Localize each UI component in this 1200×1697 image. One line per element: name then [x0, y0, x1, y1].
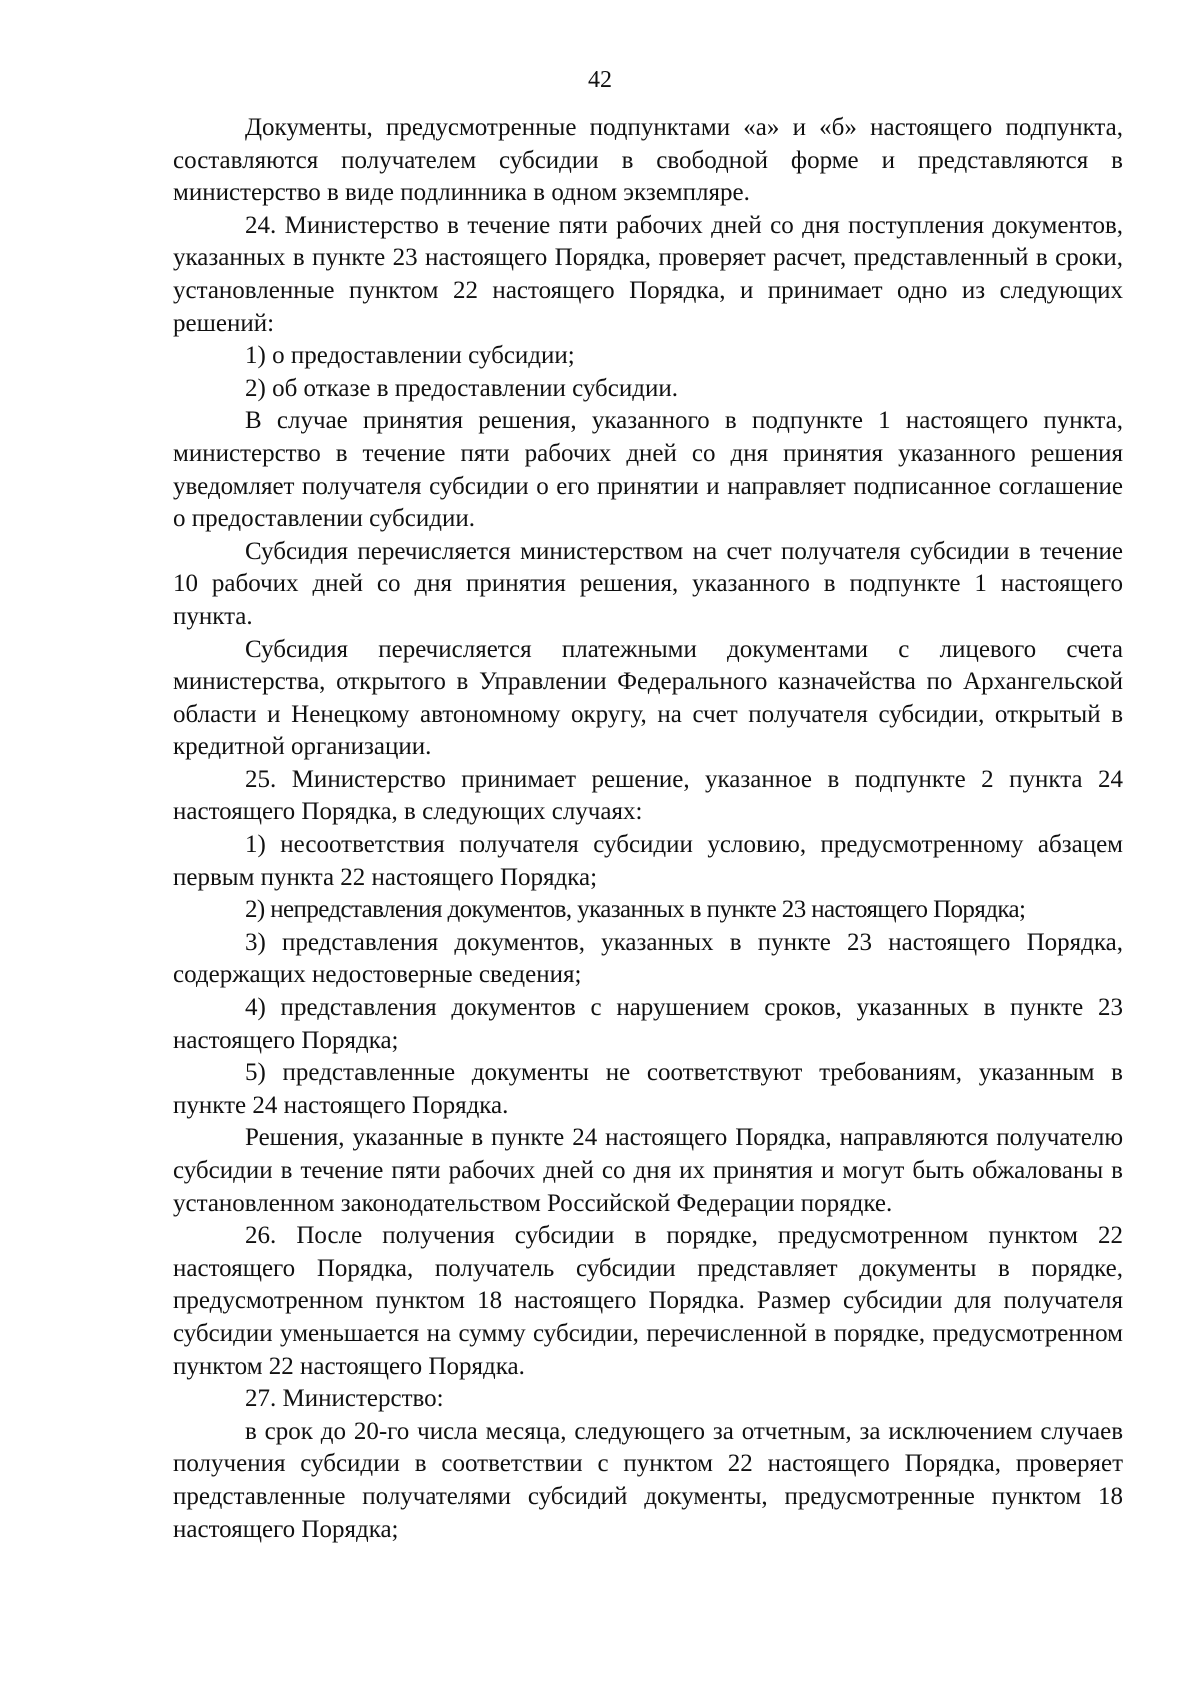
- paragraph-clause-24: 24. Министерство в течение пяти рабочих дней со дня поступления документов, указанных в пункте 23 настоящего Порядка, проверяет расчет, представленный в сроки, установленные пунктом 22 настоящего Порядка, и принимает одно из следующих решений:: [173, 211, 1123, 337]
- paragraph-clause-26: 26. После получения субсидии в порядке, предусмотренном пунктом 22 настоящего Порядка, получатель субсидии представляет документы в порядке, предусмотренном пунктом 18 настоящего Порядка. Размер субсидии для получателя субсидии уменьшается на сумму субсидии, перечисленной в порядке, предусмотренном пунктом 22 настоящего Порядка.: [173, 1222, 1123, 1380]
- paragraph-documents-form: Документы, предусмотренные подпунктами «а» и «б» настоящего подпункта, составляются получателем субсидии в свободной форме и представляются в министерство в виде подлинника в одном экземпляре.: [173, 114, 1123, 207]
- paragraph-ministry-check: в срок до 20-го числа месяца, следующего за отчетным, за исключением случаев получения субсидии в соответствии с пунктом 22 настоящего Порядка, проверяет представленные получателями субсидий документы, предусмотренные пунктом 18 настоящего Порядка;: [173, 1417, 1123, 1543]
- paragraph-clause-25: 25. Министерство принимает решение, указанное в подпункте 2 пункта 24 настоящего Порядка, в следующих случаях:: [173, 765, 1123, 826]
- paragraph-refusal-reason-2: 2) непредставления документов, указанных в пункте 23 настоящего Порядка;: [245, 896, 1026, 924]
- paragraph-refusal-reason-3: 3) представления документов, указанных в пункте 23 настоящего Порядка, содержащих недостоверные сведения;: [173, 928, 1123, 989]
- paragraph-refusal-reason-5: 5) представленные документы не соответствуют требованиям, указанным в пункте 24 настоящего Порядка.: [173, 1059, 1123, 1119]
- paragraph-decision-refusal: 2) об отказе в предоставлении субсидии.: [245, 374, 678, 402]
- paragraph-clause-27: 27. Министерство:: [245, 1385, 444, 1413]
- paragraph-transfer-method: Субсидия перечисляется платежными документами с лицевого счета министерства, открытого в Управлении Федерального казначейства по Архангельской области и Ненецкому автономному округу, на счет получателя субсидии, открытый в кредитной организации.: [173, 635, 1123, 761]
- document-body: [173, 112, 1123, 1546]
- paragraph-refusal-reason-4: 4) представления документов с нарушением сроков, указанных в пункте 23 настоящего Порядка;: [173, 994, 1123, 1054]
- paragraph-transfer-term: Субсидия перечисляется министерством на счет получателя субсидии в течение 10 рабочих дней со дня принятия решения, указанного в подпункте 1 настоящего пункта.: [173, 537, 1123, 630]
- paragraph-decisions-appeal: Решения, указанные в пункте 24 настоящего Порядка, направляются получателю субсидии в течение пяти рабочих дней со дня их принятия и могут быть обжалованы в установленном законодательством Российской Федерации порядке.: [173, 1124, 1123, 1217]
- page-number: 42: [588, 67, 612, 93]
- paragraph-refusal-reason-1: 1) несоответствия получателя субсидии условию, предусмотренному абзацем первым пункта 22 настоящего Порядка;: [173, 831, 1123, 891]
- paragraph-decision-grant: 1) о предоставлении субсидии;: [245, 342, 575, 370]
- paragraph-notification: В случае принятия решения, указанного в подпункте 1 настоящего пункта, министерство в течение пяти рабочих дней со дня принятия указанного решения уведомляет получателя субсидии о его принятии и направляет подписанное соглашение о предоставлении субсидии.: [173, 407, 1123, 533]
